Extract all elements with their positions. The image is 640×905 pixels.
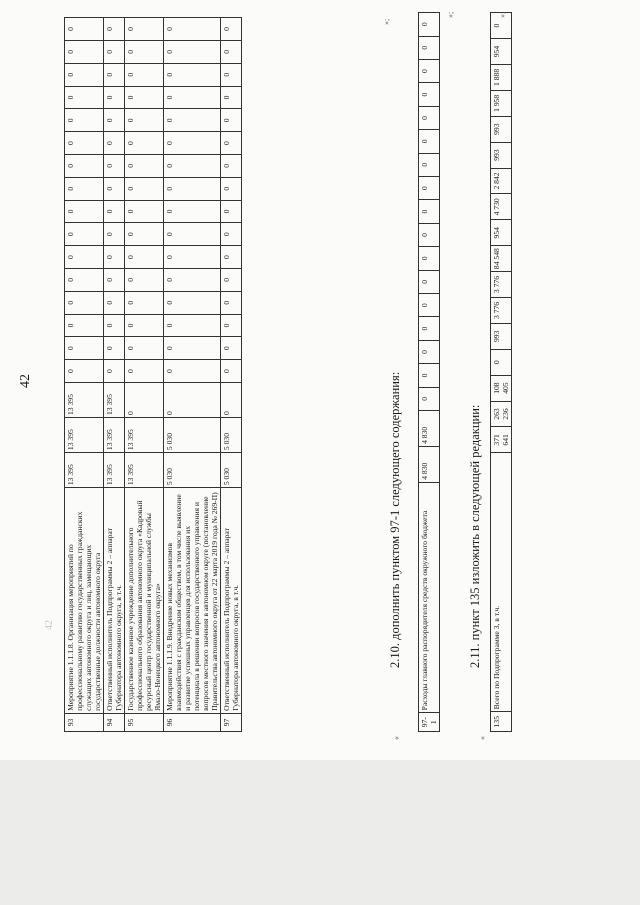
value-cell: 5 030 <box>221 453 242 488</box>
section-2-11-heading: 2.11. пункт 135 изложить в следующей редакции: <box>468 404 482 668</box>
value-cell: 0 <box>491 349 512 375</box>
value-cell: 0 <box>125 41 164 64</box>
value-cell: 0 <box>125 360 164 383</box>
value-cell: 0 <box>164 63 221 86</box>
value-cell: 0 <box>65 291 104 314</box>
value-cell: 2 842 <box>491 168 512 194</box>
faint-page-mark: 42 <box>44 620 55 630</box>
row-number: 95 <box>125 713 164 731</box>
table-top <box>64 17 242 732</box>
value-cell: 0 <box>419 106 440 129</box>
scanner-background <box>0 760 640 905</box>
value-cell: 13 395 <box>65 418 104 453</box>
row-number: 97 <box>221 713 242 731</box>
value-cell: 0 <box>221 109 242 132</box>
value-cell: 0 <box>65 314 104 337</box>
table-135 <box>490 12 512 732</box>
value-cell: 0 <box>164 18 221 41</box>
value-cell: 0 <box>65 223 104 246</box>
value-cell: 0 <box>125 63 164 86</box>
value-cell: 0 <box>221 63 242 86</box>
value-cell: 0 <box>221 41 242 64</box>
value-cell: 0 <box>104 109 125 132</box>
value-cell: 13 395 <box>104 453 125 488</box>
value-cell: 0 <box>419 59 440 82</box>
section-2-10-heading: 2.10. дополнить пунктом 97-1 следующего содержания: <box>388 371 402 668</box>
value-cell: 1 888 <box>491 64 512 90</box>
value-cell: 0 <box>125 246 164 269</box>
value-cell: 0 <box>164 360 221 383</box>
value-cell: 0 <box>125 382 164 417</box>
value-cell: 0 <box>65 132 104 155</box>
value-cell: 0 <box>164 200 221 223</box>
value-cell: 954 <box>491 39 512 65</box>
value-cell: 0 <box>419 176 440 199</box>
value-cell: 0 <box>125 109 164 132</box>
value-cell: 0 <box>221 337 242 360</box>
value-cell: 0 <box>104 337 125 360</box>
value-cell: 5 030 <box>221 418 242 453</box>
value-cell: 993 <box>491 323 512 349</box>
value-cell: 0 <box>164 246 221 269</box>
value-cell: 0 <box>104 86 125 109</box>
table-mid-end-mark: »; <box>446 11 455 18</box>
value-cell: 0 <box>164 337 221 360</box>
value-cell: 0 <box>164 314 221 337</box>
value-cell: 0 <box>125 154 164 177</box>
value-cell: 0 <box>104 291 125 314</box>
value-cell: 0 <box>104 41 125 64</box>
value-cell: 0 <box>221 314 242 337</box>
row-description: Ответственный исполнитель Подпрограммы 2 – аппарат Губернатора автономного округа, в т.ч. <box>104 488 125 714</box>
value-cell: 0 <box>221 268 242 291</box>
value-cell: 3 776 <box>491 272 512 298</box>
value-cell: 263 236 <box>491 401 512 427</box>
value-cell: 13 395 <box>65 382 104 417</box>
table-row <box>491 13 512 732</box>
row-description: Всего по Подпрограмме 3, в т.ч. <box>491 453 512 712</box>
row-description: Мероприятие 1.1.1.9. Внедрение новых механизмов взаимодействия с гражданским обществом, в том числе выявление и развитие успешных управленцев для использования их потенциала в решении вопросов государственного управления и вопросов местного значения в автономном округе (постановление Правительства автономного округа от 22 марта 2019 года № 269-П) <box>164 488 221 714</box>
value-cell: 0 <box>104 314 125 337</box>
value-cell: 5 030 <box>164 418 221 453</box>
table-row <box>125 18 164 732</box>
value-cell: 13 395 <box>125 418 164 453</box>
row-description: Ответственный исполнитель Подпрограммы 2 – аппарат Губернатора автономного округа, в т.ч. <box>221 488 242 714</box>
value-cell: 0 <box>164 382 221 417</box>
value-cell: 0 <box>65 177 104 200</box>
value-cell: 0 <box>419 200 440 223</box>
value-cell: 0 <box>164 132 221 155</box>
value-cell: 0 <box>221 200 242 223</box>
value-cell: 4 830 <box>419 446 440 482</box>
value-cell: 0 <box>125 132 164 155</box>
value-cell: 84 548 <box>491 246 512 272</box>
value-cell: 0 <box>419 270 440 293</box>
value-cell: 0 <box>221 246 242 269</box>
value-cell: 0 <box>419 340 440 363</box>
table-97-1 <box>418 12 440 732</box>
value-cell: 0 <box>221 223 242 246</box>
value-cell: 0 <box>125 268 164 291</box>
row-number: 94 <box>104 713 125 731</box>
value-cell: 0 <box>419 223 440 246</box>
value-cell: 0 <box>221 360 242 383</box>
section-2-10-open-mark: « <box>392 736 401 740</box>
value-cell: 0 <box>419 317 440 340</box>
row-description: Расходы главного распорядителя средств окружного бюджета <box>419 482 440 713</box>
value-cell: 0 <box>65 337 104 360</box>
value-cell: 0 <box>221 291 242 314</box>
value-cell: 0 <box>221 18 242 41</box>
value-cell: 0 <box>104 132 125 155</box>
value-cell: 0 <box>125 291 164 314</box>
value-cell: 0 <box>104 268 125 291</box>
value-cell: 0 <box>104 63 125 86</box>
value-cell: 0 <box>419 247 440 270</box>
value-cell: 0 <box>104 18 125 41</box>
section-2-11-open-mark: « <box>478 736 487 740</box>
value-cell: 5 030 <box>164 453 221 488</box>
value-cell: 0 <box>164 291 221 314</box>
value-cell: 0 <box>164 41 221 64</box>
page-number: 42 <box>18 374 33 388</box>
value-cell: 0 <box>221 154 242 177</box>
value-cell: 371 641 <box>491 427 512 453</box>
value-cell: 0 <box>419 36 440 59</box>
value-cell: 3 776 <box>491 297 512 323</box>
value-cell: 0 <box>104 154 125 177</box>
value-cell: 108 405 <box>491 375 512 401</box>
value-cell: 0 <box>164 86 221 109</box>
value-cell: 0 <box>65 109 104 132</box>
value-cell: 0 <box>65 246 104 269</box>
value-cell: 0 <box>419 364 440 387</box>
value-cell: 0 <box>104 200 125 223</box>
value-cell: 0 <box>221 177 242 200</box>
table-row <box>221 18 242 732</box>
row-number: 93 <box>65 713 104 731</box>
value-cell: 13 395 <box>104 418 125 453</box>
value-cell: 4 830 <box>419 411 440 447</box>
value-cell: 0 <box>125 86 164 109</box>
value-cell: 0 <box>221 86 242 109</box>
value-cell: 0 <box>419 130 440 153</box>
table-bot-end-mark: »; <box>498 11 507 18</box>
value-cell: 0 <box>491 13 512 39</box>
value-cell: 0 <box>419 153 440 176</box>
value-cell: 0 <box>125 200 164 223</box>
value-cell: 0 <box>221 132 242 155</box>
value-cell: 0 <box>65 63 104 86</box>
value-cell: 0 <box>221 382 242 417</box>
value-cell: 0 <box>104 360 125 383</box>
value-cell: 993 <box>491 116 512 142</box>
value-cell: 0 <box>65 86 104 109</box>
value-cell: 0 <box>104 177 125 200</box>
value-cell: 0 <box>164 268 221 291</box>
value-cell: 0 <box>419 83 440 106</box>
value-cell: 13 395 <box>125 453 164 488</box>
row-description: Государственное казенное учреждение дополнительного профессионального образования автономного округа «Кадровый ресурсный центр государственной и муниципальной службы Ямало-Ненецкого автономного округа» <box>125 488 164 714</box>
value-cell: 0 <box>65 154 104 177</box>
value-cell: 0 <box>104 246 125 269</box>
value-cell: 0 <box>65 360 104 383</box>
value-cell: 1 958 <box>491 90 512 116</box>
value-cell: 0 <box>125 223 164 246</box>
value-cell: 0 <box>125 177 164 200</box>
table-row <box>65 18 104 732</box>
value-cell: 0 <box>104 223 125 246</box>
value-cell: 4 730 <box>491 194 512 220</box>
value-cell: 0 <box>65 18 104 41</box>
row-number: 135 <box>491 712 512 732</box>
value-cell: 13 395 <box>65 453 104 488</box>
value-cell: 993 <box>491 142 512 168</box>
value-cell: 0 <box>164 154 221 177</box>
value-cell: 0 <box>164 109 221 132</box>
value-cell: 0 <box>125 337 164 360</box>
table-row <box>104 18 125 732</box>
row-description: Мероприятие 1.1.1.8. Организация мероприятий по профессиональному развитию государственных гражданских служащих автономного округа и лиц, замещающих государственные должности автономного округа <box>65 488 104 714</box>
row-number: 96 <box>164 713 221 731</box>
value-cell: 954 <box>491 220 512 246</box>
value-cell: 0 <box>419 293 440 316</box>
table-row <box>419 13 440 732</box>
value-cell: 0 <box>125 314 164 337</box>
table-row <box>164 18 221 732</box>
value-cell: 13 395 <box>104 382 125 417</box>
row-number: 97-1 <box>419 713 440 732</box>
value-cell: 0 <box>164 177 221 200</box>
value-cell: 0 <box>125 18 164 41</box>
table-top-end-mark: »; <box>382 18 391 25</box>
value-cell: 0 <box>65 268 104 291</box>
value-cell: 0 <box>419 13 440 37</box>
value-cell: 0 <box>419 387 440 410</box>
value-cell: 0 <box>65 200 104 223</box>
value-cell: 0 <box>164 223 221 246</box>
value-cell: 0 <box>65 41 104 64</box>
